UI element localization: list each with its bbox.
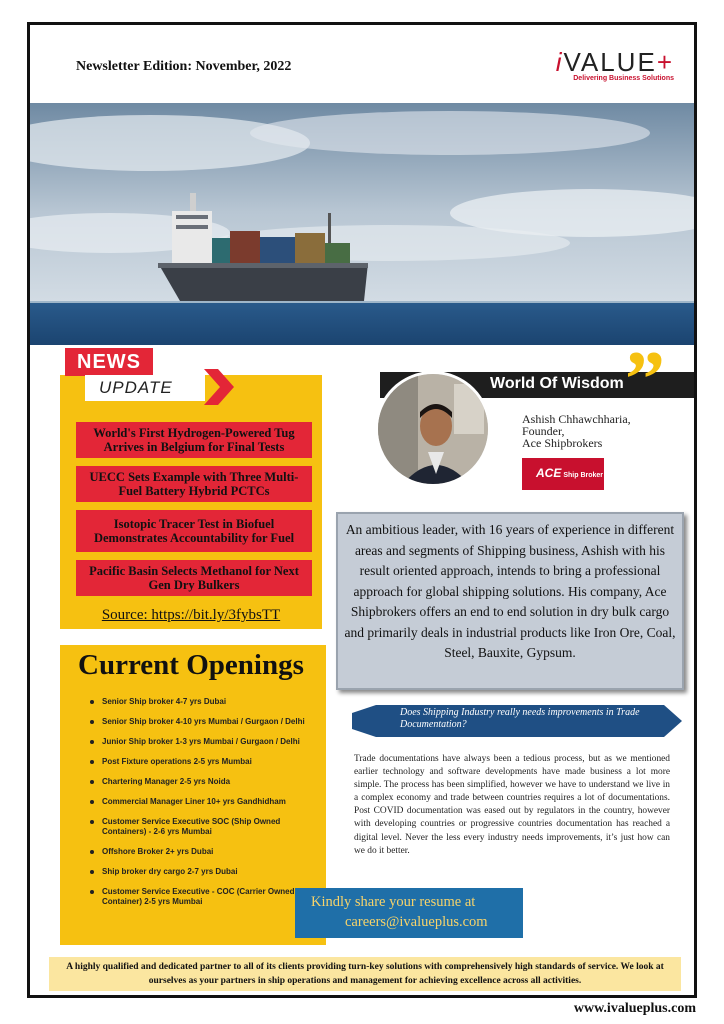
- openings-title: Current Openings: [78, 649, 304, 681]
- list-item: Offshore Broker 2+ yrs Dubai: [88, 847, 316, 857]
- list-item: Post Fixture operations 2-5 yrs Mumbai: [88, 757, 316, 767]
- person-info: [522, 413, 631, 449]
- article-question: Does Shipping Industry really needs improvements in Trade Documentation?: [400, 707, 640, 730]
- logo-tagline: Delivering Business Solutions: [573, 75, 674, 82]
- resume-callout: [295, 888, 523, 938]
- news-update-panel: [60, 375, 322, 629]
- website-link[interactable]: www.ivalueplus.com: [573, 1001, 696, 1016]
- article-body: Trade documentations have always been a tedious process, but as we mentioned earlier technology and software developments have made business a lot more simple. The process has been simplified, however we have to understand we live in a complex economy and trade between countries requires a lot of documentations. Post COVID documentation was eased out by regulators in the country, however with developing countries or progressive countries documentation has reached a digital level. Never the less every industry needs improvements, it’s just how can we do it better.: [354, 754, 670, 856]
- edition-label: Newsletter Edition: November, 2022: [76, 59, 292, 74]
- hero-ship-image: [30, 103, 694, 345]
- newsletter-frame: [27, 22, 697, 998]
- news-headline[interactable]: World's First Hydrogen-Powered Tug Arrives in Belgium for Final Tests: [76, 422, 312, 458]
- news-tag: NEWS: [65, 348, 153, 376]
- avatar: [375, 371, 491, 487]
- wisdom-title: World Of Wisdom: [490, 375, 624, 392]
- list-item: Commercial Manager Liner 10+ yrs Gandhidham: [88, 797, 316, 807]
- quote-mark-icon: ”: [625, 336, 665, 424]
- news-headline[interactable]: Pacific Basin Selects Methanol for Next Gen Dry Bulkers: [76, 560, 312, 596]
- list-item: Customer Service Executive - COC (Carrier Owned Container) 2-5 yrs Mumbai: [88, 887, 316, 907]
- list-item: Senior Ship broker 4-10 yrs Mumbai / Gurgaon / Delhi: [88, 717, 316, 727]
- chevron-right-icon: [204, 369, 234, 405]
- openings-list: [88, 697, 316, 917]
- list-item: Chartering Manager 2-5 yrs Noida: [88, 777, 316, 787]
- footer-note: A highly qualified and dedicated partner to all of its clients providing turn-key solutions with comprehensively high standards of service. We look at ourselves as your partners in ship operations and management for achieving excellence across all activities.: [49, 957, 681, 991]
- update-tag: UPDATE: [85, 375, 205, 401]
- founder-bio: An ambitious leader, with 16 years of experience in different areas and segments of Shipping business, Ashish with his result oriented approach, intends to bring a professional approach for global shipping solutions. His company, Ace Shipbrokers offers an end to end solution in dry bulk cargo and primarily deals in industrial products like Iron Ore, Coal, Steel, Bauxite, Gypsum.: [336, 512, 684, 690]
- person-role: Founder,: [522, 424, 565, 438]
- list-item: Junior Ship broker 1-3 yrs Mumbai / Gurgaon / Delhi: [88, 737, 316, 747]
- news-source-link[interactable]: Source: https://bit.ly/3fybsTT: [101, 607, 281, 623]
- ace-shipbroker-logo: ACE Ship Broker: [522, 458, 604, 490]
- resume-line: Kindly share your resume at: [311, 894, 476, 910]
- news-headline[interactable]: UECC Sets Example with Three Multi-Fuel Battery Hybrid PCTCs: [76, 466, 312, 502]
- careers-email-link[interactable]: careers@ivalueplus.com: [345, 914, 488, 930]
- ivalue-logo: iVALUE+ Delivering Business Solutions: [555, 47, 674, 82]
- person-company: Ace Shipbrokers: [522, 436, 603, 450]
- list-item: Ship broker dry cargo 2-7 yrs Dubai: [88, 867, 316, 877]
- list-item: Customer Service Executive SOC (Ship Owned Containers) - 2-6 yrs Mumbai: [88, 817, 316, 837]
- current-openings-panel: [60, 645, 326, 945]
- list-item: Senior Ship broker 4-7 yrs Dubai: [88, 697, 316, 707]
- person-name: Ashish Chhawchharia,: [522, 412, 631, 426]
- news-headline[interactable]: Isotopic Tracer Test in Biofuel Demonstrates Accountability for Fuel: [76, 510, 312, 552]
